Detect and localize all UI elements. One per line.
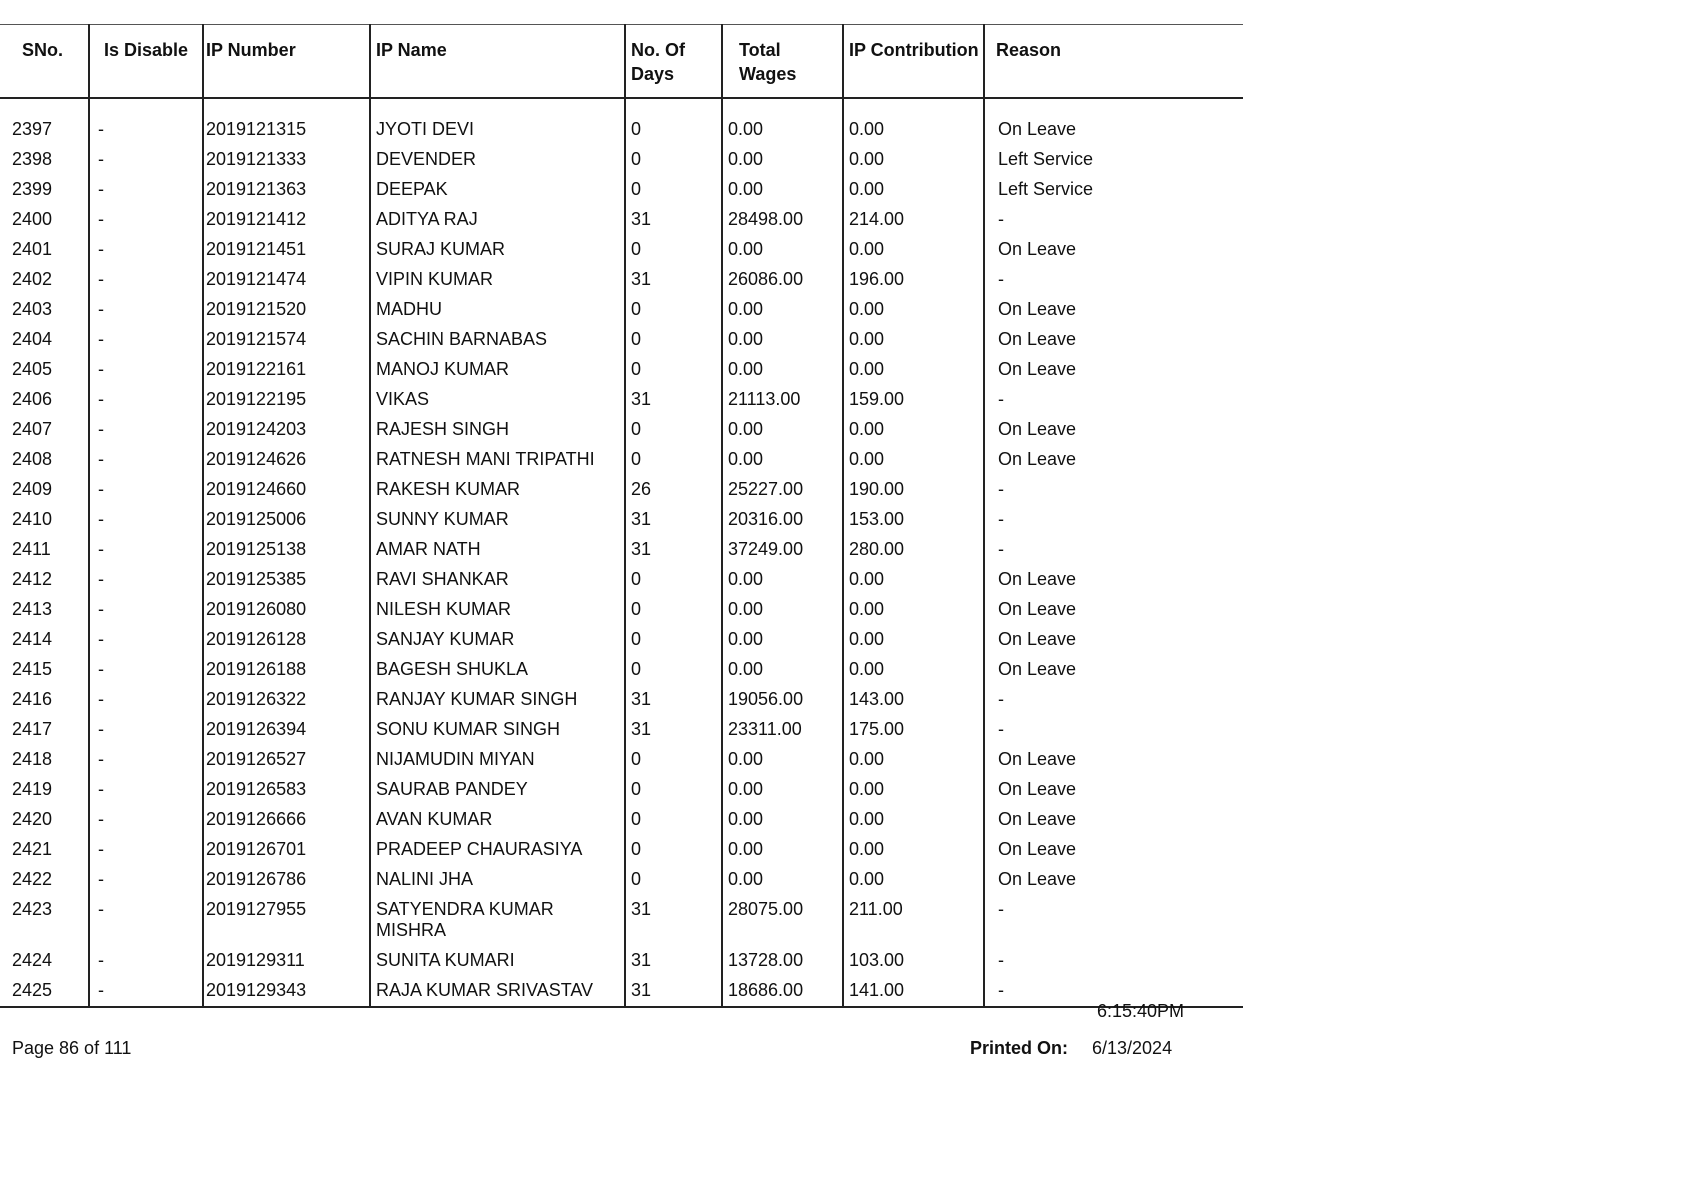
cell-ip-number: 2019121451 (203, 235, 370, 265)
cell-ip-name: SANJAY KUMAR (370, 625, 625, 655)
cell-total-wages: 0.00 (722, 835, 843, 865)
cell-ip-name: SACHIN BARNABAS (370, 325, 625, 355)
cell-ip-contribution: 0.00 (843, 745, 984, 775)
cell-ip-number: 2019121574 (203, 325, 370, 355)
cell-ip-number: 2019121333 (203, 145, 370, 175)
cell-is-disable: - (89, 415, 203, 445)
cell-ip-contribution: 153.00 (843, 505, 984, 535)
cell-ip-contribution: 103.00 (843, 946, 984, 976)
cell-no-of-days: 31 (625, 205, 722, 235)
cell-is-disable: - (89, 895, 203, 946)
cell-is-disable: - (89, 355, 203, 385)
cell-no-of-days: 0 (625, 625, 722, 655)
table-row (0, 976, 1243, 1007)
cell-ip-contribution: 159.00 (843, 385, 984, 415)
spacer-cell (625, 98, 722, 115)
cell-ip-number: 2019126394 (203, 715, 370, 745)
cell-total-wages: 20316.00 (722, 505, 843, 535)
cell-sno: 2410 (12, 509, 53, 529)
cell-ip-name: SURAJ KUMAR (370, 235, 625, 265)
header-ip-contribution: IP Contribution (843, 25, 984, 99)
cell-sno: 2407 (12, 419, 53, 439)
cell-ip-name: SUNNY KUMAR (370, 505, 625, 535)
table-row (0, 946, 1243, 976)
cell-reason: - (984, 385, 1243, 415)
table-header-row (0, 25, 1243, 99)
cell-reason: - (984, 715, 1243, 745)
table-row (0, 175, 1243, 205)
cell-reason: On Leave (984, 235, 1243, 265)
cell-is-disable: - (89, 775, 203, 805)
cell-ip-contribution: 0.00 (843, 805, 984, 835)
cell-ip-name: BAGESH SHUKLA (370, 655, 625, 685)
cell-ip-number: 2019122195 (203, 385, 370, 415)
cell-sno: 2405 (12, 359, 53, 379)
cell-ip-number: 2019121412 (203, 205, 370, 235)
cell-total-wages: 0.00 (722, 775, 843, 805)
table-row (0, 445, 1243, 475)
cell-sno: 2406 (12, 389, 53, 409)
header-ip-number: IP Number (203, 25, 370, 99)
cell-is-disable: - (89, 205, 203, 235)
contribution-table (0, 24, 1243, 1008)
cell-total-wages: 13728.00 (722, 946, 843, 976)
cell-ip-contribution: 0.00 (843, 445, 984, 475)
cell-total-wages: 0.00 (722, 355, 843, 385)
cell-ip-number: 2019126527 (203, 745, 370, 775)
cell-ip-contribution: 196.00 (843, 265, 984, 295)
cell-reason: Left Service (984, 145, 1243, 175)
cell-sno: 2421 (12, 839, 53, 859)
cell-ip-contribution: 0.00 (843, 175, 984, 205)
cell-ip-number: 2019126128 (203, 625, 370, 655)
cell-sno: 2419 (12, 779, 53, 799)
cell-total-wages: 0.00 (722, 325, 843, 355)
cell-no-of-days: 31 (625, 535, 722, 565)
table-row (0, 325, 1243, 355)
table-row (0, 385, 1243, 415)
table-row (0, 475, 1243, 505)
cell-sno: 2402 (12, 269, 53, 289)
cell-ip-number: 2019125385 (203, 565, 370, 595)
cell-ip-number: 2019121520 (203, 295, 370, 325)
cell-no-of-days: 0 (625, 565, 722, 595)
cell-reason: On Leave (984, 775, 1243, 805)
cell-ip-name: SAURAB PANDEY (370, 775, 625, 805)
cell-no-of-days: 0 (625, 835, 722, 865)
spacer-cell (722, 98, 843, 115)
cell-ip-number: 2019129311 (203, 946, 370, 976)
spacer-cell (370, 98, 625, 115)
table-row (0, 865, 1243, 895)
cell-no-of-days: 31 (625, 385, 722, 415)
cell-sno: 2422 (12, 869, 53, 889)
table-row (0, 505, 1243, 535)
cell-reason: - (984, 475, 1243, 505)
cell-sno: 2413 (12, 599, 53, 619)
cell-reason: On Leave (984, 415, 1243, 445)
cell-sno: 2418 (12, 749, 53, 769)
cell-total-wages: 19056.00 (722, 685, 843, 715)
cell-ip-contribution: 0.00 (843, 775, 984, 805)
cell-ip-number: 2019121363 (203, 175, 370, 205)
cell-reason: On Leave (984, 355, 1243, 385)
table-spacer-row (0, 98, 1243, 115)
spacer-cell (843, 98, 984, 115)
spacer-cell (984, 98, 1243, 115)
table-row (0, 115, 1243, 145)
cell-sno: 2415 (12, 659, 53, 679)
cell-is-disable: - (89, 946, 203, 976)
cell-no-of-days: 0 (625, 145, 722, 175)
cell-reason: On Leave (984, 625, 1243, 655)
cell-ip-number: 2019126188 (203, 655, 370, 685)
cell-sno: 2404 (12, 329, 53, 349)
cell-is-disable: - (89, 655, 203, 685)
table-row (0, 355, 1243, 385)
cell-reason: - (984, 205, 1243, 235)
cell-ip-name: DEVENDER (370, 145, 625, 175)
cell-ip-name: AVAN KUMAR (370, 805, 625, 835)
cell-reason: On Leave (984, 805, 1243, 835)
cell-reason: Left Service (984, 175, 1243, 205)
cell-sno: 2401 (12, 239, 53, 259)
cell-is-disable: - (89, 865, 203, 895)
cell-ip-name: RANJAY KUMAR SINGH (370, 685, 625, 715)
header-total-wages: Total Wages (722, 25, 843, 99)
cell-no-of-days: 26 (625, 475, 722, 505)
cell-total-wages: 26086.00 (722, 265, 843, 295)
cell-sno: 2425 (0, 976, 89, 1007)
cell-total-wages: 0.00 (722, 595, 843, 625)
header-no-of-days: No. Of Days (625, 25, 722, 99)
cell-sno: 2398 (12, 149, 53, 169)
cell-ip-number: 2019124203 (203, 415, 370, 445)
cell-total-wages: 18686.00 (722, 976, 843, 1007)
cell-ip-name: NIJAMUDIN MIYAN (370, 745, 625, 775)
cell-no-of-days: 0 (625, 415, 722, 445)
cell-ip-name: RAJA KUMAR SRIVASTAV (370, 976, 625, 1007)
cell-ip-name: ADITYA RAJ (370, 205, 625, 235)
table-row (0, 565, 1243, 595)
cell-reason: On Leave (984, 445, 1243, 475)
cell-is-disable: - (89, 595, 203, 625)
cell-no-of-days: 0 (625, 295, 722, 325)
cell-total-wages: 21113.00 (722, 385, 843, 415)
cell-is-disable: - (89, 385, 203, 415)
header-reason: Reason (984, 25, 1243, 99)
cell-ip-name: RAVI SHANKAR (370, 565, 625, 595)
table-row (0, 655, 1243, 685)
cell-reason: On Leave (984, 865, 1243, 895)
cell-ip-name: SUNITA KUMARI (370, 946, 625, 976)
table-row (0, 715, 1243, 745)
cell-sno: 2416 (12, 689, 53, 709)
cell-ip-name: MADHU (370, 295, 625, 325)
table-row (0, 265, 1243, 295)
cell-no-of-days: 0 (625, 745, 722, 775)
printed-on-label: Printed On: (970, 1038, 1068, 1058)
cell-reason: On Leave (984, 745, 1243, 775)
cell-no-of-days: 31 (625, 505, 722, 535)
spacer-cell (89, 98, 203, 115)
cell-is-disable: - (89, 475, 203, 505)
cell-reason: - (984, 946, 1243, 976)
table-row (0, 895, 1243, 946)
cell-ip-number: 2019126786 (203, 865, 370, 895)
cell-no-of-days: 0 (625, 325, 722, 355)
cell-total-wages: 0.00 (722, 175, 843, 205)
table-row (0, 295, 1243, 325)
spacer-cell (0, 98, 89, 115)
cell-reason: - (984, 685, 1243, 715)
cell-ip-contribution: 0.00 (843, 415, 984, 445)
table-row (0, 625, 1243, 655)
cell-ip-name: VIKAS (370, 385, 625, 415)
cell-ip-number: 2019126666 (203, 805, 370, 835)
cell-no-of-days: 0 (625, 115, 722, 145)
cell-ip-contribution: 190.00 (843, 475, 984, 505)
cell-ip-number: 2019121315 (203, 115, 370, 145)
cell-total-wages: 0.00 (722, 295, 843, 325)
cell-is-disable: - (89, 445, 203, 475)
cell-sno: 2414 (12, 629, 53, 649)
table-row (0, 415, 1243, 445)
table-row (0, 775, 1243, 805)
table-row (0, 535, 1243, 565)
cell-ip-name: NALINI JHA (370, 865, 625, 895)
cell-no-of-days: 31 (625, 685, 722, 715)
cell-ip-name: MANOJ KUMAR (370, 355, 625, 385)
cell-no-of-days: 0 (625, 445, 722, 475)
cell-ip-name: SONU KUMAR SINGH (370, 715, 625, 745)
cell-sno: 2417 (12, 719, 53, 739)
cell-total-wages: 0.00 (722, 865, 843, 895)
cell-ip-contribution: 0.00 (843, 235, 984, 265)
cell-no-of-days: 0 (625, 595, 722, 625)
cell-ip-name: DEEPAK (370, 175, 625, 205)
cell-no-of-days: 0 (625, 805, 722, 835)
cell-total-wages: 28075.00 (722, 895, 843, 946)
cell-ip-name: NILESH KUMAR (370, 595, 625, 625)
cell-ip-contribution: 0.00 (843, 565, 984, 595)
cell-total-wages: 0.00 (722, 145, 843, 175)
print-date: 6/13/2024 (1092, 1038, 1173, 1058)
cell-ip-contribution: 280.00 (843, 535, 984, 565)
cell-is-disable: - (89, 505, 203, 535)
cell-ip-number: 2019126080 (203, 595, 370, 625)
cell-ip-contribution: 0.00 (843, 595, 984, 625)
table-row (0, 235, 1243, 265)
cell-no-of-days: 31 (625, 715, 722, 745)
cell-no-of-days: 0 (625, 775, 722, 805)
cell-ip-number: 2019126583 (203, 775, 370, 805)
cell-no-of-days: 0 (625, 355, 722, 385)
cell-reason: On Leave (984, 655, 1243, 685)
cell-total-wages: 0.00 (722, 805, 843, 835)
header-sno: SNo. (0, 25, 89, 99)
cell-no-of-days: 0 (625, 235, 722, 265)
print-time: 6:15:40PM (1097, 1001, 1185, 1021)
cell-sno: 2408 (12, 449, 53, 469)
cell-ip-number: 2019125006 (203, 505, 370, 535)
cell-sno: 2400 (12, 209, 53, 229)
cell-is-disable: - (89, 745, 203, 775)
cell-reason: - (984, 895, 1243, 946)
cell-reason: On Leave (984, 295, 1243, 325)
cell-ip-contribution: 0.00 (843, 625, 984, 655)
cell-ip-number: 2019122161 (203, 355, 370, 385)
cell-ip-name: AMAR NATH (370, 535, 625, 565)
cell-ip-number: 2019127955 (203, 895, 370, 946)
cell-ip-contribution: 0.00 (843, 115, 984, 145)
table-body (0, 98, 1243, 1007)
cell-total-wages: 0.00 (722, 115, 843, 145)
cell-is-disable: - (89, 325, 203, 355)
cell-sno: 2420 (12, 809, 53, 829)
cell-ip-number: 2019125138 (203, 535, 370, 565)
table-row (0, 145, 1243, 175)
cell-total-wages: 0.00 (722, 655, 843, 685)
table-row (0, 595, 1243, 625)
header-is-disable: Is Disable (89, 25, 203, 99)
cell-sno: 2409 (12, 479, 53, 499)
table-row (0, 205, 1243, 235)
page-number: Page 86 of 111 (12, 1038, 132, 1058)
cell-is-disable: - (89, 115, 203, 145)
cell-total-wages: 37249.00 (722, 535, 843, 565)
cell-reason: - (984, 976, 1243, 1007)
cell-ip-name: VIPIN KUMAR (370, 265, 625, 295)
cell-is-disable: - (89, 175, 203, 205)
cell-total-wages: 0.00 (722, 445, 843, 475)
cell-is-disable: - (89, 235, 203, 265)
cell-ip-number: 2019126701 (203, 835, 370, 865)
cell-is-disable: - (89, 145, 203, 175)
cell-total-wages: 0.00 (722, 745, 843, 775)
cell-total-wages: 23311.00 (722, 715, 843, 745)
cell-is-disable: - (89, 625, 203, 655)
cell-ip-contribution: 175.00 (843, 715, 984, 745)
cell-reason: On Leave (984, 595, 1243, 625)
cell-no-of-days: 0 (625, 865, 722, 895)
cell-no-of-days: 31 (625, 976, 722, 1007)
cell-sno: 2423 (12, 899, 53, 919)
cell-ip-name: PRADEEP CHAURASIYA (370, 835, 625, 865)
cell-ip-name: RAKESH KUMAR (370, 475, 625, 505)
cell-no-of-days: 31 (625, 946, 722, 976)
cell-is-disable: - (89, 265, 203, 295)
table-row (0, 805, 1243, 835)
cell-ip-name: RATNESH MANI TRIPATHI (370, 445, 625, 475)
cell-ip-contribution: 141.00 (843, 976, 984, 1007)
cell-is-disable: - (89, 565, 203, 595)
cell-reason: - (984, 505, 1243, 535)
cell-sno: 2424 (12, 950, 53, 970)
cell-ip-contribution: 0.00 (843, 355, 984, 385)
cell-reason: On Leave (984, 565, 1243, 595)
cell-ip-name: SATYENDRA KUMAR MISHRA (370, 895, 625, 946)
cell-ip-contribution: 0.00 (843, 835, 984, 865)
cell-is-disable: - (89, 685, 203, 715)
cell-is-disable: - (89, 535, 203, 565)
cell-ip-contribution: 211.00 (843, 895, 984, 946)
cell-reason: On Leave (984, 115, 1243, 145)
header-ip-name: IP Name (370, 25, 625, 99)
cell-ip-contribution: 143.00 (843, 685, 984, 715)
cell-is-disable: - (89, 976, 203, 1007)
cell-reason: On Leave (984, 835, 1243, 865)
cell-total-wages: 0.00 (722, 625, 843, 655)
cell-reason: On Leave (984, 325, 1243, 355)
cell-is-disable: - (89, 295, 203, 325)
cell-is-disable: - (89, 835, 203, 865)
cell-ip-number: 2019121474 (203, 265, 370, 295)
cell-no-of-days: 0 (625, 655, 722, 685)
cell-ip-name: RAJESH SINGH (370, 415, 625, 445)
cell-ip-contribution: 0.00 (843, 655, 984, 685)
cell-sno: 2411 (12, 539, 51, 559)
cell-no-of-days: 0 (625, 175, 722, 205)
cell-total-wages: 0.00 (722, 235, 843, 265)
cell-sno: 2412 (12, 569, 53, 589)
cell-ip-name: JYOTI DEVI (370, 115, 625, 145)
cell-ip-number: 2019129343 (203, 976, 370, 1007)
cell-ip-number: 2019126322 (203, 685, 370, 715)
cell-is-disable: - (89, 715, 203, 745)
spacer-cell (203, 98, 370, 115)
cell-ip-contribution: 0.00 (843, 145, 984, 175)
cell-reason: - (984, 265, 1243, 295)
cell-sno: 2403 (12, 299, 53, 319)
cell-total-wages: 25227.00 (722, 475, 843, 505)
cell-total-wages: 0.00 (722, 565, 843, 595)
cell-ip-contribution: 214.00 (843, 205, 984, 235)
cell-ip-contribution: 0.00 (843, 295, 984, 325)
cell-no-of-days: 31 (625, 895, 722, 946)
cell-ip-number: 2019124660 (203, 475, 370, 505)
cell-is-disable: - (89, 805, 203, 835)
cell-sno: 2399 (12, 179, 53, 199)
cell-ip-contribution: 0.00 (843, 865, 984, 895)
table-row (0, 835, 1243, 865)
cell-no-of-days: 31 (625, 265, 722, 295)
cell-ip-number: 2019124626 (203, 445, 370, 475)
cell-ip-contribution: 0.00 (843, 325, 984, 355)
table-row (0, 685, 1243, 715)
table-row (0, 745, 1243, 775)
cell-total-wages: 0.00 (722, 415, 843, 445)
cell-total-wages: 28498.00 (722, 205, 843, 235)
cell-sno: 2397 (12, 119, 53, 139)
cell-reason: - (984, 535, 1243, 565)
